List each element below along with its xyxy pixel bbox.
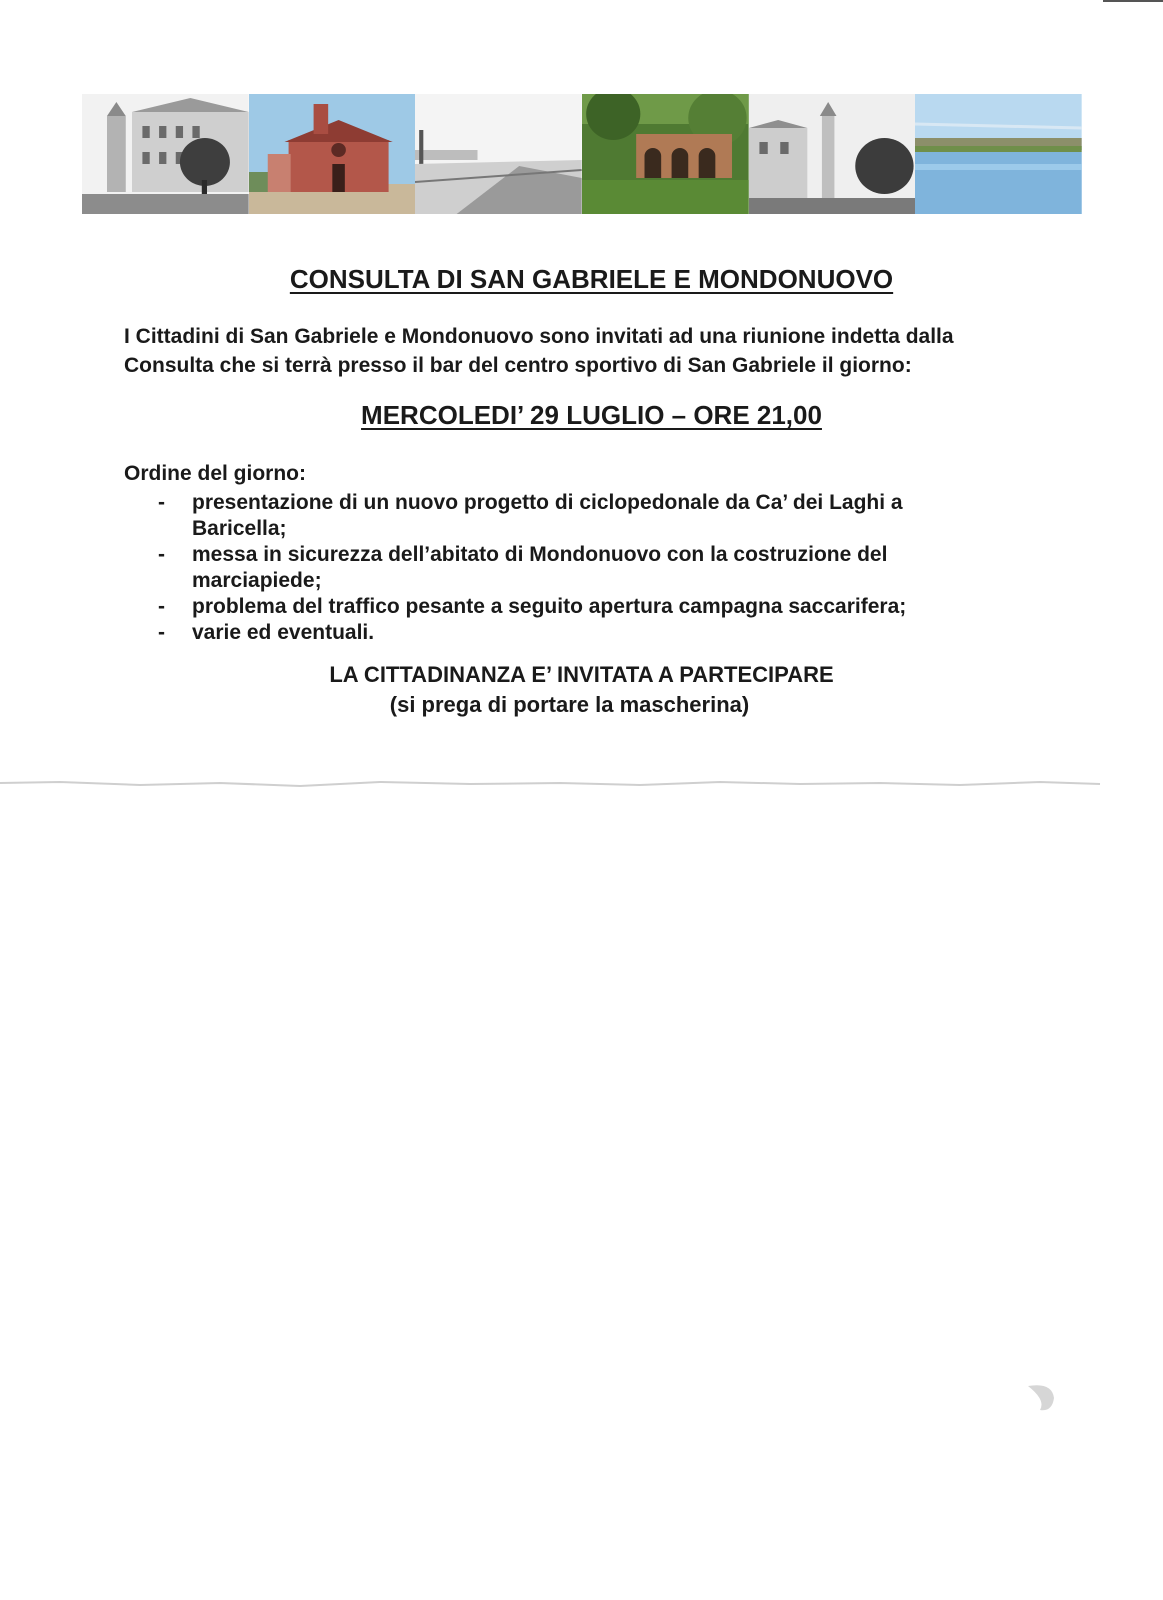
list-dash: -: [158, 543, 165, 566]
paper-tear-line: [0, 775, 1163, 795]
agenda-item: [124, 542, 1004, 594]
intro-paragraph: [124, 322, 1044, 380]
agenda-item: [124, 594, 1004, 620]
scan-corner-mark: [1103, 0, 1163, 4]
scan-smudge: [1022, 1380, 1058, 1416]
intro-line: I Cittadini di San Gabriele e Mondonuovo sono invitati ad una riunione indetta dalla: [124, 325, 954, 348]
meeting-date: MERCOLEDI’ 29 LUGLIO – ORE 21,00: [361, 400, 822, 430]
document-title: CONSULTA DI SAN GABRIELE E MONDONUOVO: [289, 264, 894, 294]
agenda-item: [124, 620, 1004, 646]
canal-road-photo: [415, 94, 582, 214]
red-church-photo: [249, 94, 416, 214]
closing-mask-note: (si prega di portare la mascherina): [389, 692, 750, 717]
town-building-photo: [82, 94, 249, 214]
bell-tower-photo: [749, 94, 916, 214]
lake-photo: [915, 94, 1082, 214]
agenda-item-line: messa in sicurezza dell’abitato di Mondonuovo con la costruzione del: [192, 543, 888, 566]
agenda-item-line: marciapiede;: [192, 569, 322, 592]
closing-note: [0, 660, 1163, 720]
agenda-item-line: varie ed eventuali.: [192, 621, 375, 644]
closing-invitation: LA CITTADINANZA E’ INVITATA A PARTECIPARE: [329, 662, 834, 687]
intro-line: Consulta che si terrà presso il bar del centro sportivo di San Gabriele il giorno:: [124, 354, 912, 377]
ruined-arches-photo: [582, 94, 749, 214]
agenda-item-line: Baricella;: [192, 517, 287, 540]
agenda-item-line: presentazione di un nuovo progetto di ciclopedonale da Ca’ dei Laghi a: [192, 491, 903, 514]
list-dash: -: [158, 491, 165, 514]
list-dash: -: [158, 595, 165, 618]
list-dash: -: [158, 621, 165, 644]
agenda-item-line: problema del traffico pesante a seguito apertura campagna saccarifera;: [192, 595, 907, 618]
agenda-list: [124, 490, 1004, 646]
agenda-item: [124, 490, 1004, 542]
photo-banner: [82, 94, 1082, 214]
agenda-heading: Ordine del giorno:: [124, 462, 306, 485]
